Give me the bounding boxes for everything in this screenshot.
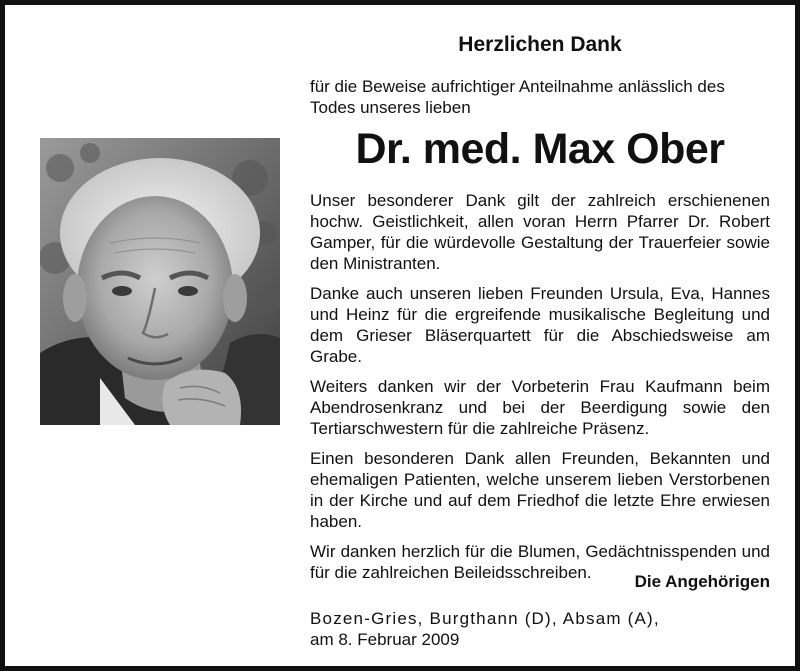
deceased-name: Dr. med. Max Ober — [355, 125, 725, 173]
paragraph-flowers: Wir danken herzlich für die Blumen, Gedächtnisspenden und für die zahlreichen Beileidsschreiben. — [310, 542, 770, 582]
paragraph-clergy: Unser besonderer Dank gilt der zahlreich erschienenen hochw. Geistlichkeit, allen voran Herrn Pfarrer Dr. Robert Gamper, für die würdevolle Gestaltung der Trauerfeier sowie den Ministranten. — [310, 191, 770, 273]
portrait-photo — [40, 138, 280, 425]
intro-text: für die Beweise aufrichtiger Anteilnahme anlässlich des Todes unseres lieben — [310, 77, 725, 117]
signature: Die Angehörigen — [634, 572, 770, 591]
date-line: am 8. Februar 2009 — [310, 630, 460, 649]
paragraph-prayer: Weiters danken wir der Vorbeterin Frau Kaufmann beim Abendrosenkranz und bei der Beerdigung sowie den Tertiarschwestern für die zahlreiche Präsenz. — [310, 377, 770, 438]
place-line: Bozen-Gries, Burgthann (D), Absam (A), — [310, 609, 660, 628]
thanks-body — [310, 190, 770, 592]
paragraph-patients: Einen besonderen Dank allen Freunden, Bekannten und ehemaligen Patienten, welche unserem lieben Verstorbenen in der Kirche und auf dem Friedhof die letzte Ehre erwiesen haben. — [310, 449, 770, 531]
paragraph-friends-music: Danke auch unseren lieben Freunden Ursula, Eva, Hannes und Heinz für die ergreifende musikalische Begleitung und dem Grieser Bläserquartett für die Abschiedsweise am Grabe. — [310, 284, 770, 366]
heading-title: Herzlichen Dank — [458, 33, 622, 56]
